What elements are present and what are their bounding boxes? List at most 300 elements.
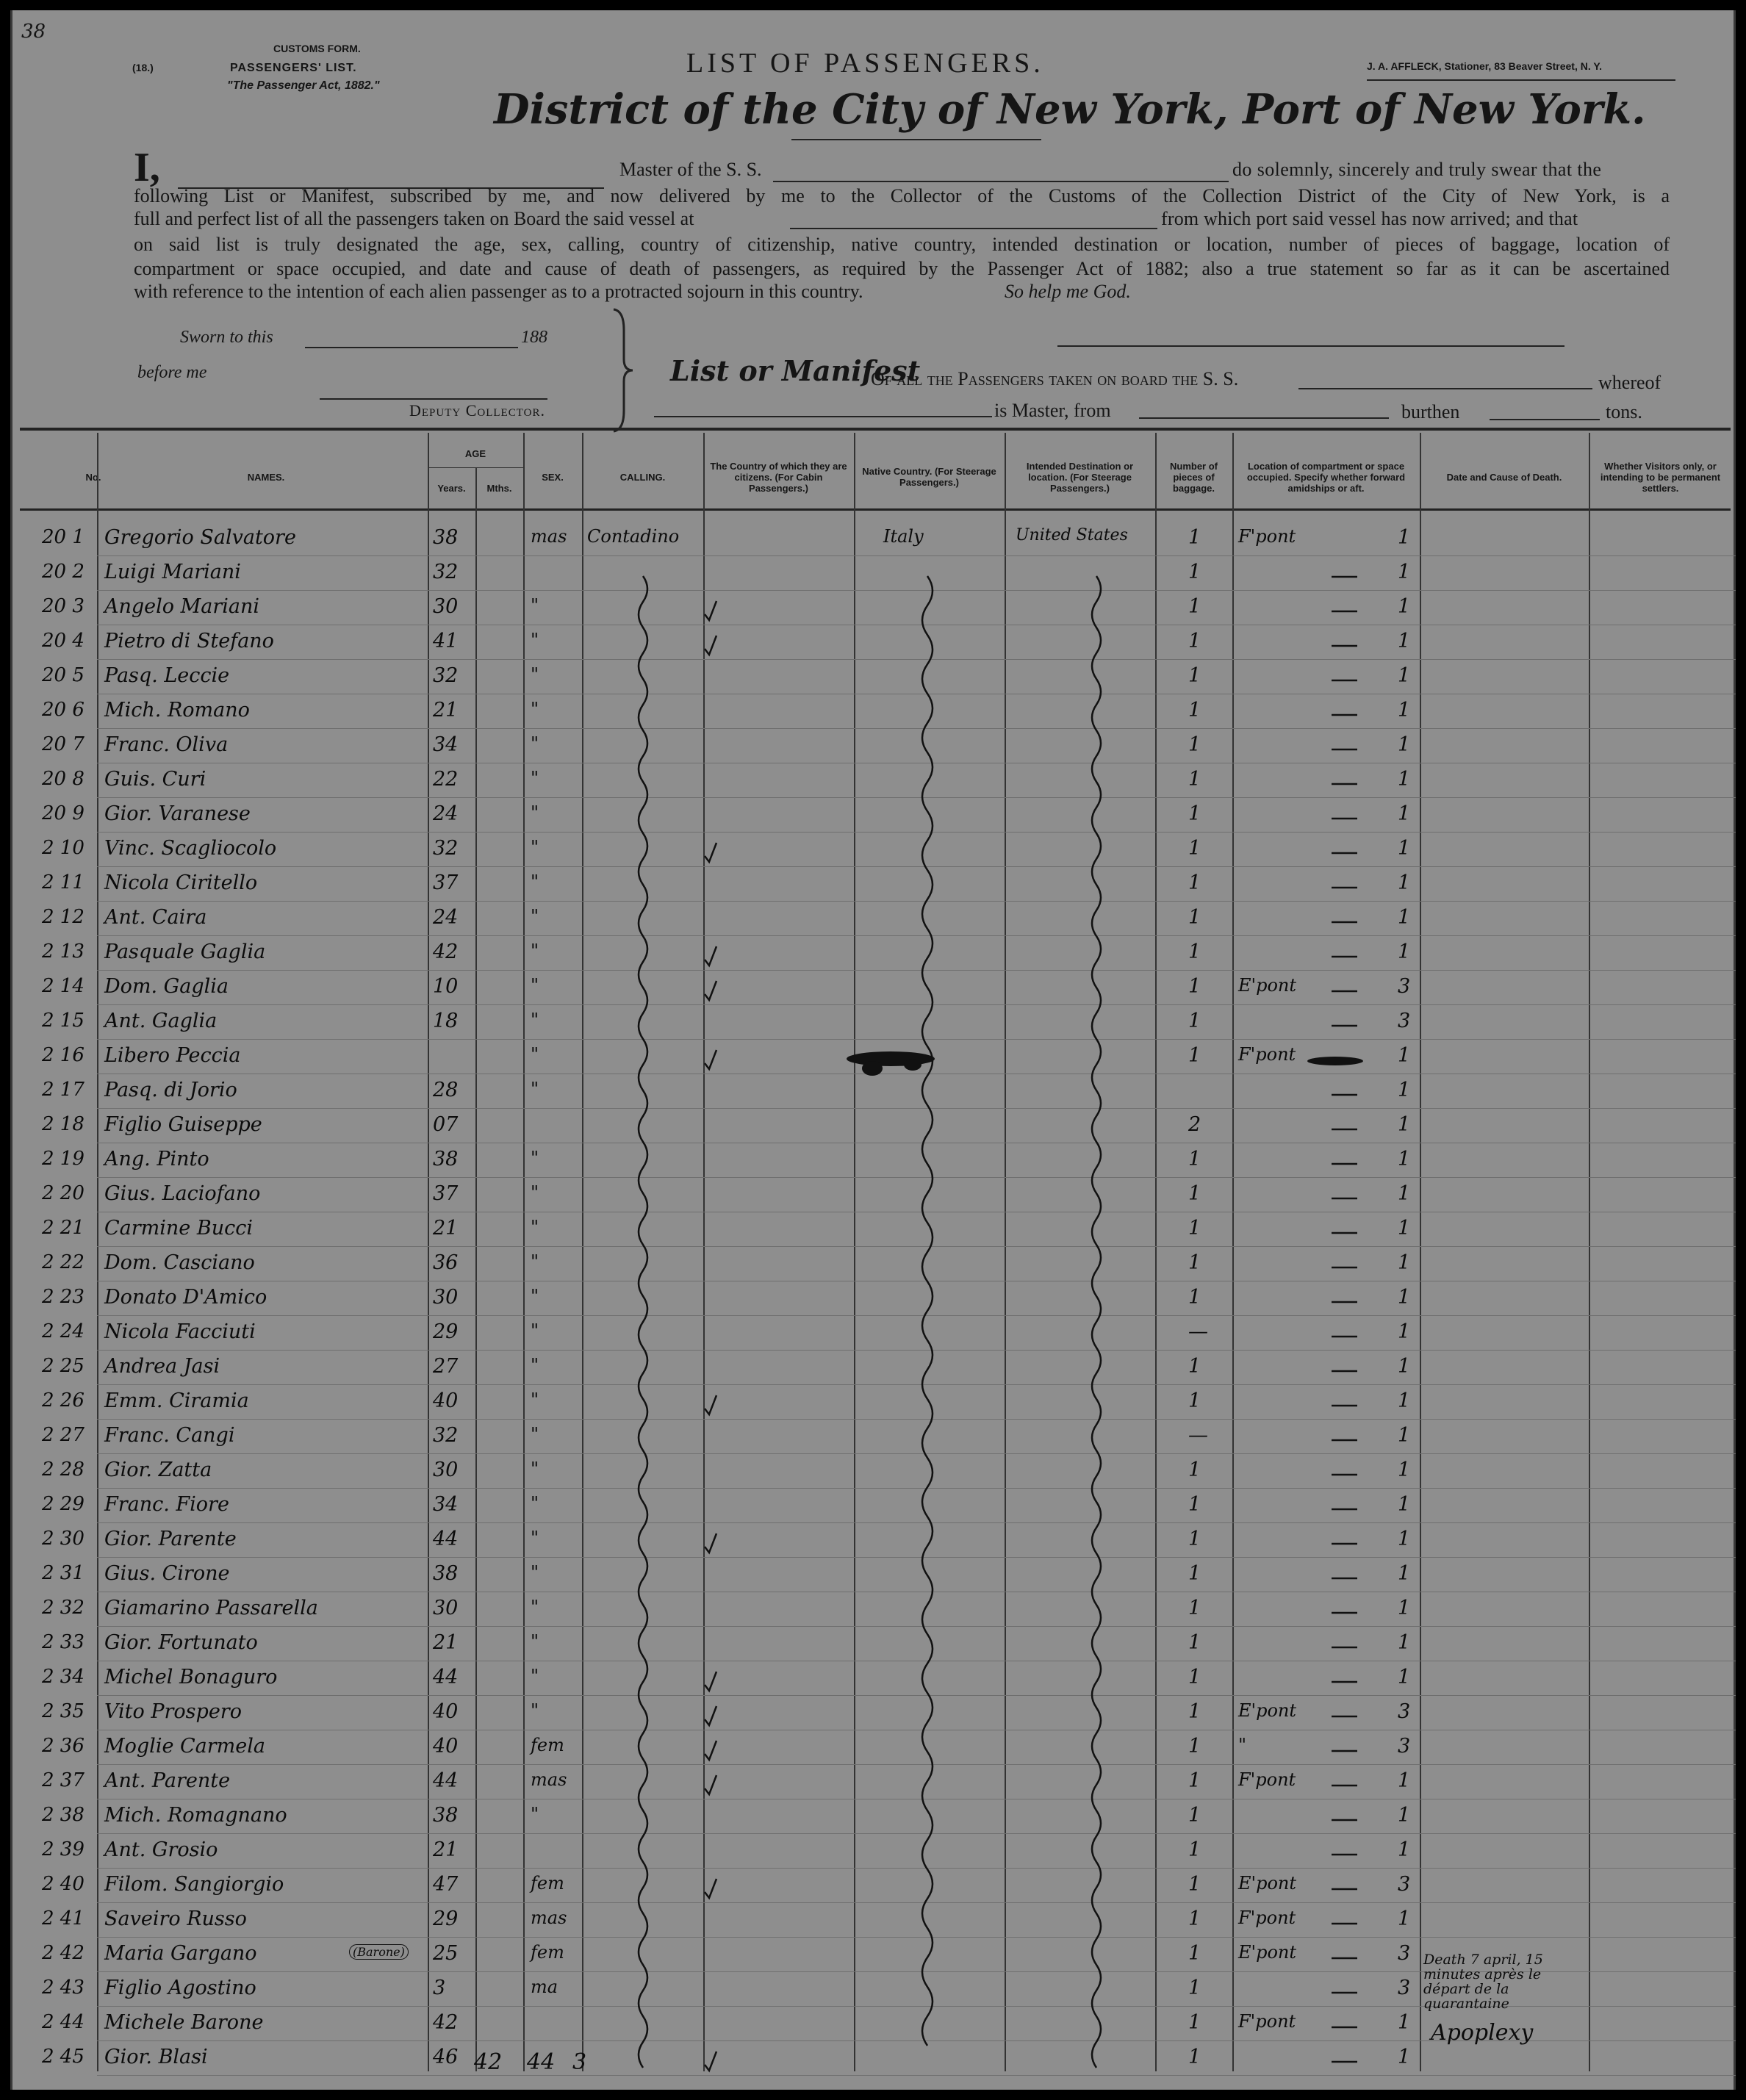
passenger-sex: " bbox=[531, 1700, 539, 1721]
passenger-sex: mas bbox=[531, 1907, 567, 1928]
passenger-sex: " bbox=[531, 1804, 539, 1824]
location-number: 1 bbox=[1398, 595, 1411, 618]
passenger-name: Michele Barone bbox=[104, 2011, 264, 2034]
row-number: 2 15 bbox=[42, 1010, 85, 1032]
passenger-sex: mas bbox=[531, 1769, 567, 1790]
total-age: 42 bbox=[474, 2049, 503, 2075]
passenger-age: 28 bbox=[433, 1079, 459, 1101]
location-number: 1 bbox=[1398, 1631, 1411, 1654]
baggage-count: 1 bbox=[1188, 1148, 1201, 1171]
col-mths: Mths. bbox=[486, 482, 512, 494]
location-number: 3 bbox=[1398, 1735, 1411, 1758]
passenger-name: Franc. Cangi bbox=[104, 1424, 235, 1447]
passenger-age: 21 bbox=[433, 699, 459, 722]
passenger-sex: " bbox=[531, 768, 539, 788]
passenger-name: Ant. Gaglia bbox=[104, 1010, 218, 1032]
passenger-sex: fem bbox=[531, 1735, 564, 1755]
passenger-sex: " bbox=[531, 1666, 539, 1686]
row-number: 2 41 bbox=[42, 1907, 85, 1930]
oath-line-6a: with reference to the intention of each alien passenger as to a protracted sojourn in this country. bbox=[134, 281, 863, 302]
col-location: Location of compartment or space occupied. Specify whether forward amidships or aft. bbox=[1246, 460, 1406, 494]
passenger-age: 21 bbox=[433, 1217, 459, 1240]
row-number: 2 39 bbox=[42, 1838, 85, 1860]
list-or-manifest: List or Manifest bbox=[670, 354, 921, 387]
passenger-name: Nicola Facciuti bbox=[104, 1320, 256, 1343]
baggage-count: 1 bbox=[1188, 1528, 1201, 1550]
location-number: 1 bbox=[1398, 1320, 1411, 1343]
baggage-count: 1 bbox=[1188, 1735, 1201, 1758]
passenger-age: 36 bbox=[433, 1251, 459, 1274]
sworn-to: Sworn to this bbox=[180, 328, 273, 347]
row-number: 2 24 bbox=[42, 1320, 85, 1342]
row-number: 20 6 bbox=[42, 699, 85, 721]
passenger-name: Gior. Blasi bbox=[104, 2046, 208, 2068]
oath-line-3a: full and perfect list of all the passengers taken on Board the said vessel at bbox=[134, 208, 694, 229]
passenger-age: 32 bbox=[433, 664, 459, 687]
baggage-count: 2 bbox=[1188, 1113, 1201, 1136]
passenger-sex: " bbox=[531, 699, 539, 719]
baggage-count: 1 bbox=[1188, 941, 1201, 963]
location-number: 1 bbox=[1398, 1907, 1411, 1930]
death-note: Death 7 april, 15 minutes après le départ de la quarantaine bbox=[1423, 1952, 1543, 2012]
passenger-age: 37 bbox=[433, 871, 459, 894]
col-citizen: The Country of which they are citizens. (For Cabin Passengers.) bbox=[710, 460, 847, 494]
passenger-name: Angelo Mariani bbox=[104, 595, 260, 618]
passenger-sex: " bbox=[531, 802, 539, 823]
passenger-name: Andrea Jasi bbox=[104, 1355, 220, 1378]
passenger-age: 25 bbox=[433, 1942, 459, 1965]
passenger-sex: " bbox=[531, 1079, 539, 1099]
passenger-age: 38 bbox=[433, 1804, 459, 1827]
location: " bbox=[1238, 1735, 1247, 1755]
location-number: 3 bbox=[1398, 1700, 1411, 1723]
passenger-name: Figlio Guiseppe bbox=[104, 1113, 262, 1136]
passenger-age: 34 bbox=[433, 733, 459, 756]
passenger-name: Mich. Romano bbox=[104, 699, 250, 722]
passenger-name: Michel Bonaguro bbox=[104, 1666, 278, 1689]
location-number: 1 bbox=[1398, 1389, 1411, 1412]
row-number: 2 18 bbox=[42, 1113, 85, 1135]
passenger-name: Ang. Pinto bbox=[104, 1148, 209, 1171]
baggage-count: 1 bbox=[1188, 733, 1201, 756]
location-number: 1 bbox=[1398, 2011, 1411, 2034]
passenger-sex: " bbox=[531, 1424, 539, 1445]
location-number: 1 bbox=[1398, 1079, 1411, 1101]
col-names: NAMES. bbox=[247, 471, 285, 483]
row-number: 2 42 bbox=[42, 1942, 85, 1964]
baggage-count: 1 bbox=[1188, 1942, 1201, 1965]
passenger-sex: " bbox=[531, 1597, 539, 1617]
row-number: 20 3 bbox=[42, 595, 85, 617]
baggage-count: 1 bbox=[1188, 595, 1201, 618]
passenger-age: 44 bbox=[433, 1666, 459, 1689]
row-number: 2 20 bbox=[42, 1182, 85, 1204]
passenger-sex: " bbox=[531, 1459, 539, 1479]
passenger-sex: " bbox=[531, 975, 539, 996]
passenger-name: Ant. Caira bbox=[104, 906, 207, 929]
passenger-name: Mich. Romagnano bbox=[104, 1804, 287, 1827]
location: E'pont bbox=[1238, 975, 1297, 996]
oath-solemnly: do solemnly, sincerely and truly swear that the bbox=[1232, 159, 1602, 180]
passenger-name: Vito Prospero bbox=[104, 1700, 242, 1723]
baggage-count: 1 bbox=[1188, 1459, 1201, 1481]
whereof: whereof bbox=[1598, 372, 1661, 393]
sworn-year: 188 bbox=[521, 328, 547, 347]
baggage-count: 1 bbox=[1188, 2046, 1201, 2068]
passenger-name: Emm. Ciramia bbox=[104, 1389, 249, 1412]
row-number: 20 8 bbox=[42, 768, 85, 790]
oath-i: I, bbox=[134, 145, 160, 190]
passenger-name: Maria Gargano bbox=[104, 1942, 257, 1965]
passenger-name: Guis. Curi bbox=[104, 768, 206, 791]
passenger-sex: " bbox=[531, 1320, 539, 1341]
location: F'pont bbox=[1238, 2011, 1296, 2032]
location-number: 3 bbox=[1398, 1977, 1411, 1999]
row-number: 20 7 bbox=[42, 733, 85, 755]
baggage-count: 1 bbox=[1188, 1251, 1201, 1274]
passenger-age: 46 bbox=[433, 2046, 459, 2068]
passenger-name: Filom. Sangiorgio bbox=[104, 1873, 284, 1896]
location-number: 3 bbox=[1398, 1873, 1411, 1896]
passenger-age: 27 bbox=[433, 1355, 459, 1378]
location-number: 1 bbox=[1398, 526, 1411, 549]
col-visitors: Whether Visitors only, or intending to be permanent settlers. bbox=[1600, 460, 1721, 494]
row-number: 2 26 bbox=[42, 1389, 85, 1412]
passenger-name: Gregorio Salvatore bbox=[104, 526, 296, 549]
row-number: 2 10 bbox=[42, 837, 85, 859]
passenger-sex: " bbox=[531, 630, 539, 650]
row-number: 2 19 bbox=[42, 1148, 85, 1170]
passenger-name: Ant. Parente bbox=[104, 1769, 231, 1792]
passenger-sex: fem bbox=[531, 1873, 564, 1894]
baggage-count: 1 bbox=[1188, 1700, 1201, 1723]
passenger-name: Donato D'Amico bbox=[104, 1286, 267, 1309]
location-number: 1 bbox=[1398, 630, 1411, 652]
baggage-count: — bbox=[1188, 1424, 1208, 1447]
passenger-sex: " bbox=[531, 1389, 539, 1410]
passenger-sex: " bbox=[531, 733, 539, 754]
passenger-sex: " bbox=[531, 1631, 539, 1652]
row-number: 2 40 bbox=[42, 1873, 85, 1895]
passenger-age: 37 bbox=[433, 1182, 459, 1205]
baggage-count: 1 bbox=[1188, 837, 1201, 860]
baggage-count: 1 bbox=[1188, 1597, 1201, 1619]
passenger-sex: " bbox=[531, 941, 539, 961]
barone-note: (Barone) bbox=[349, 1944, 409, 1960]
col-calling: CALLING. bbox=[619, 471, 666, 483]
baggage-count: 1 bbox=[1188, 802, 1201, 825]
row-number: 2 23 bbox=[42, 1286, 85, 1308]
col-baggage: Number of pieces of baggage. bbox=[1170, 460, 1218, 494]
passenger-age: 07 bbox=[433, 1113, 459, 1136]
baggage-count: 1 bbox=[1188, 699, 1201, 722]
of-all-passengers: Of all the Passengers taken on board the S. S. bbox=[871, 368, 1239, 389]
form-no: (18.) bbox=[132, 62, 154, 73]
passenger-sex: " bbox=[531, 1148, 539, 1168]
location-number: 3 bbox=[1398, 1942, 1411, 1965]
passenger-name: Ant. Grosio bbox=[104, 1838, 218, 1861]
passenger-name: Gior. Fortunato bbox=[104, 1631, 258, 1654]
passenger-sex: " bbox=[531, 1251, 539, 1272]
location-number: 1 bbox=[1398, 664, 1411, 687]
row-number: 2 13 bbox=[42, 941, 85, 963]
baggage-count: 1 bbox=[1188, 1010, 1201, 1032]
row-number: 2 37 bbox=[42, 1769, 85, 1791]
location-number: 1 bbox=[1398, 699, 1411, 722]
col-sex: SEX. bbox=[542, 471, 564, 483]
location-number: 1 bbox=[1398, 1493, 1411, 1516]
baggage-count: 1 bbox=[1188, 664, 1201, 687]
location-number: 1 bbox=[1398, 1666, 1411, 1689]
location-number: 1 bbox=[1398, 1148, 1411, 1171]
passenger-age: 38 bbox=[433, 1562, 459, 1585]
before-me: before me bbox=[137, 363, 207, 382]
ditto-wavy-lines bbox=[12, 10, 1738, 2090]
is-master-from: is Master, from bbox=[994, 400, 1111, 421]
passenger-age: 40 bbox=[433, 1735, 459, 1758]
passenger-sex: " bbox=[531, 1493, 539, 1514]
passenger-age: 21 bbox=[433, 1631, 459, 1654]
passenger-name: Dom. Casciano bbox=[104, 1251, 255, 1274]
location-number: 1 bbox=[1398, 1251, 1411, 1274]
passenger-age: 10 bbox=[433, 975, 459, 998]
location-number: 1 bbox=[1398, 837, 1411, 860]
passenger-name: Gior. Parente bbox=[104, 1528, 237, 1550]
passenger-name: Gior. Zatta bbox=[104, 1459, 212, 1481]
location: E'pont bbox=[1238, 1700, 1297, 1721]
passenger-age: 42 bbox=[433, 941, 459, 963]
row-number: 2 38 bbox=[42, 1804, 85, 1826]
passenger-sex: " bbox=[531, 595, 539, 616]
location-number: 1 bbox=[1398, 1217, 1411, 1240]
location-number: 1 bbox=[1398, 768, 1411, 791]
oath-line-6b: So help me God. bbox=[1005, 281, 1131, 302]
baggage-count: 1 bbox=[1188, 1217, 1201, 1240]
passenger-age: 21 bbox=[433, 1838, 459, 1861]
baggage-count: 1 bbox=[1188, 561, 1201, 583]
baggage-count: 1 bbox=[1188, 1562, 1201, 1585]
location-number: 1 bbox=[1398, 1182, 1411, 1205]
baggage-count: 1 bbox=[1188, 1286, 1201, 1309]
row-number: 2 30 bbox=[42, 1528, 85, 1550]
manifest-sheet bbox=[10, 10, 1736, 2090]
location-number: 1 bbox=[1398, 1528, 1411, 1550]
district-heading: District of the City of New York, Port of New York. bbox=[494, 85, 1646, 134]
oath-line-2: following List or Manifest, subscribed by me, and now delivered by me to the Collector of the Customs of the Collection District of the City of New York, is a bbox=[134, 185, 1670, 206]
row-number: 2 34 bbox=[42, 1666, 85, 1688]
passenger-sex: " bbox=[531, 1562, 539, 1583]
total-calling: 3 bbox=[572, 2049, 587, 2075]
row-number: 2 35 bbox=[42, 1700, 85, 1722]
location-number: 1 bbox=[1398, 1355, 1411, 1378]
passenger-age: 34 bbox=[433, 1493, 459, 1516]
passenger-calling: Contadino bbox=[587, 526, 680, 547]
location-number: 1 bbox=[1398, 1838, 1411, 1861]
passenger-age: 29 bbox=[433, 1907, 459, 1930]
location: E'pont bbox=[1238, 1942, 1297, 1963]
location-number: 1 bbox=[1398, 1286, 1411, 1309]
baggage-count: 1 bbox=[1188, 1873, 1201, 1896]
stationer: J. A. AFFLECK, Stationer, 83 Beaver Street, N. Y. bbox=[1367, 60, 1603, 72]
passenger-age: 44 bbox=[433, 1528, 459, 1550]
form-label-customs: CUSTOMS FORM. bbox=[273, 43, 361, 54]
location-number: 1 bbox=[1398, 1597, 1411, 1619]
row-number: 2 21 bbox=[42, 1217, 85, 1239]
baggage-count: 1 bbox=[1188, 1493, 1201, 1516]
passenger-sex: " bbox=[531, 1528, 539, 1548]
row-number: 2 44 bbox=[42, 2011, 85, 2033]
row-number: 2 14 bbox=[42, 975, 85, 997]
passenger-name: Moglie Carmela bbox=[104, 1735, 265, 1758]
baggage-count: 1 bbox=[1188, 1389, 1201, 1412]
oath-master: Master of the S. S. bbox=[619, 159, 762, 180]
location-number: 1 bbox=[1398, 1804, 1411, 1827]
row-number: 20 9 bbox=[42, 802, 85, 824]
passenger-sex: " bbox=[531, 871, 539, 892]
passenger-name: Pasquale Gaglia bbox=[104, 941, 266, 963]
form-label-passengers: PASSENGERS' LIST. bbox=[230, 62, 357, 74]
passenger-age: 42 bbox=[433, 2011, 459, 2034]
location-number: 1 bbox=[1398, 1424, 1411, 1447]
passenger-age: 30 bbox=[433, 1286, 459, 1309]
passenger-sex: " bbox=[531, 1182, 539, 1203]
form-label-act: "The Passenger Act, 1882." bbox=[227, 79, 380, 92]
row-number: 2 28 bbox=[42, 1459, 85, 1481]
col-years: Years. bbox=[437, 482, 466, 494]
col-age: AGE bbox=[464, 447, 486, 459]
death-cause: Apoplexy bbox=[1431, 2020, 1534, 2046]
oath-line-4: on said list is truly designated the age, sex, calling, country of citizenship, native country, intended destination or location, number of pieces of baggage, location of bbox=[134, 234, 1670, 255]
passenger-name: Giamarino Passarella bbox=[104, 1597, 318, 1619]
passenger-native: Italy bbox=[883, 526, 924, 547]
location-number: 1 bbox=[1398, 802, 1411, 825]
col-native: Native Country. (For Steerage Passengers.) bbox=[862, 466, 996, 488]
passenger-age: 32 bbox=[433, 837, 459, 860]
col-destination: Intended Destination or location. (For Steerage Passengers.) bbox=[1026, 460, 1134, 494]
baggage-count: — bbox=[1188, 1320, 1208, 1343]
passenger-name: Gius. Cirone bbox=[104, 1562, 230, 1585]
passenger-name: Gior. Varanese bbox=[104, 802, 251, 825]
passenger-age: 38 bbox=[433, 1148, 459, 1171]
baggage-count: 1 bbox=[1188, 768, 1201, 791]
passenger-destination: United States bbox=[1016, 526, 1128, 544]
passenger-age: 30 bbox=[433, 595, 459, 618]
passenger-sex: " bbox=[531, 1217, 539, 1237]
row-number: 2 22 bbox=[42, 1251, 85, 1273]
row-number: 2 36 bbox=[42, 1735, 85, 1757]
passenger-sex: ma bbox=[531, 1977, 558, 1997]
row-number: 2 16 bbox=[42, 1044, 85, 1066]
passenger-age: 38 bbox=[433, 526, 459, 549]
passenger-name: Vinc. Scagliocolo bbox=[104, 837, 277, 860]
passenger-age: 30 bbox=[433, 1597, 459, 1619]
location-number: 1 bbox=[1398, 733, 1411, 756]
deputy-collector: Deputy Collector. bbox=[409, 401, 545, 420]
row-number: 2 32 bbox=[42, 1597, 85, 1619]
baggage-count: 1 bbox=[1188, 2011, 1201, 2034]
baggage-count: 1 bbox=[1188, 1666, 1201, 1689]
passenger-age: 32 bbox=[433, 1424, 459, 1447]
baggage-count: 1 bbox=[1188, 1838, 1201, 1861]
row-number: 2 45 bbox=[42, 2046, 85, 2068]
passenger-name: Pietro di Stefano bbox=[104, 630, 274, 652]
location-number: 1 bbox=[1398, 1459, 1411, 1481]
passenger-age: 3 bbox=[433, 1977, 446, 1999]
baggage-count: 1 bbox=[1188, 1977, 1201, 1999]
burthen: burthen bbox=[1401, 401, 1460, 422]
passenger-sex: " bbox=[531, 664, 539, 685]
passenger-sex: " bbox=[531, 1286, 539, 1306]
location: F'pont bbox=[1238, 1044, 1296, 1065]
location: F'pont bbox=[1238, 1907, 1296, 1928]
passenger-name: Nicola Ciritello bbox=[104, 871, 258, 894]
row-number: 2 33 bbox=[42, 1631, 85, 1653]
passenger-age: 22 bbox=[433, 768, 459, 791]
passenger-sex: " bbox=[531, 906, 539, 927]
baggage-count: 1 bbox=[1188, 1355, 1201, 1378]
col-death: Date and Cause of Death. bbox=[1446, 471, 1562, 483]
baggage-count: 1 bbox=[1188, 975, 1201, 998]
location-number: 1 bbox=[1398, 1769, 1411, 1792]
passenger-name: Franc. Fiore bbox=[104, 1493, 229, 1516]
row-number: 20 2 bbox=[42, 561, 85, 583]
row-number: 20 4 bbox=[42, 630, 85, 652]
row-number: 2 43 bbox=[42, 1977, 85, 1999]
passenger-age: 24 bbox=[433, 906, 459, 929]
passenger-age: 44 bbox=[433, 1769, 459, 1792]
passenger-name: Pasq. di Jorio bbox=[104, 1079, 237, 1101]
oath-line-3b: from which port said vessel has now arrived; and that bbox=[1161, 208, 1578, 229]
baggage-count: 1 bbox=[1188, 1182, 1201, 1205]
row-number: 2 31 bbox=[42, 1562, 85, 1584]
passenger-sex: " bbox=[531, 1044, 539, 1065]
baggage-count: 1 bbox=[1188, 526, 1201, 549]
passenger-sex: " bbox=[531, 1010, 539, 1030]
passenger-sex: fem bbox=[531, 1942, 564, 1963]
passenger-age: 41 bbox=[433, 630, 459, 652]
passenger-name: Luigi Mariani bbox=[104, 561, 241, 583]
passenger-age: 47 bbox=[433, 1873, 459, 1896]
location-number: 1 bbox=[1398, 871, 1411, 894]
passenger-name: Dom. Gaglia bbox=[104, 975, 229, 998]
passenger-sex: mas bbox=[531, 526, 567, 547]
location: F'pont bbox=[1238, 1769, 1296, 1790]
baggage-count: 1 bbox=[1188, 1044, 1201, 1067]
passenger-name: Carmine Bucci bbox=[104, 1217, 253, 1240]
row-number: 2 17 bbox=[42, 1079, 85, 1101]
row-number: 2 12 bbox=[42, 906, 85, 928]
total-sex: 44 bbox=[527, 2049, 556, 2075]
location-number: 3 bbox=[1398, 1010, 1411, 1032]
passenger-name: Franc. Oliva bbox=[104, 733, 229, 756]
document-title: LIST OF PASSENGERS. bbox=[686, 48, 1044, 79]
location-number: 1 bbox=[1398, 1044, 1411, 1067]
baggage-count: 1 bbox=[1188, 630, 1201, 652]
passenger-age: 18 bbox=[433, 1010, 459, 1032]
location-number: 1 bbox=[1398, 941, 1411, 963]
row-number: 2 27 bbox=[42, 1424, 85, 1446]
passenger-sex: " bbox=[531, 1355, 539, 1376]
passenger-age: 40 bbox=[433, 1389, 459, 1412]
location: E'pont bbox=[1238, 1873, 1297, 1894]
oath-line-5: compartment or space occupied, and date and cause of death of passengers, as required by the Passenger Act of 1882; also a true statement so far as it can be ascertained bbox=[134, 258, 1670, 279]
location-number: 1 bbox=[1398, 906, 1411, 929]
location-number: 1 bbox=[1398, 1113, 1411, 1136]
passenger-name: Libero Peccia bbox=[104, 1044, 241, 1067]
passenger-name: Gius. Laciofano bbox=[104, 1182, 261, 1205]
passenger-age: 32 bbox=[433, 561, 459, 583]
row-number: 2 29 bbox=[42, 1493, 85, 1515]
